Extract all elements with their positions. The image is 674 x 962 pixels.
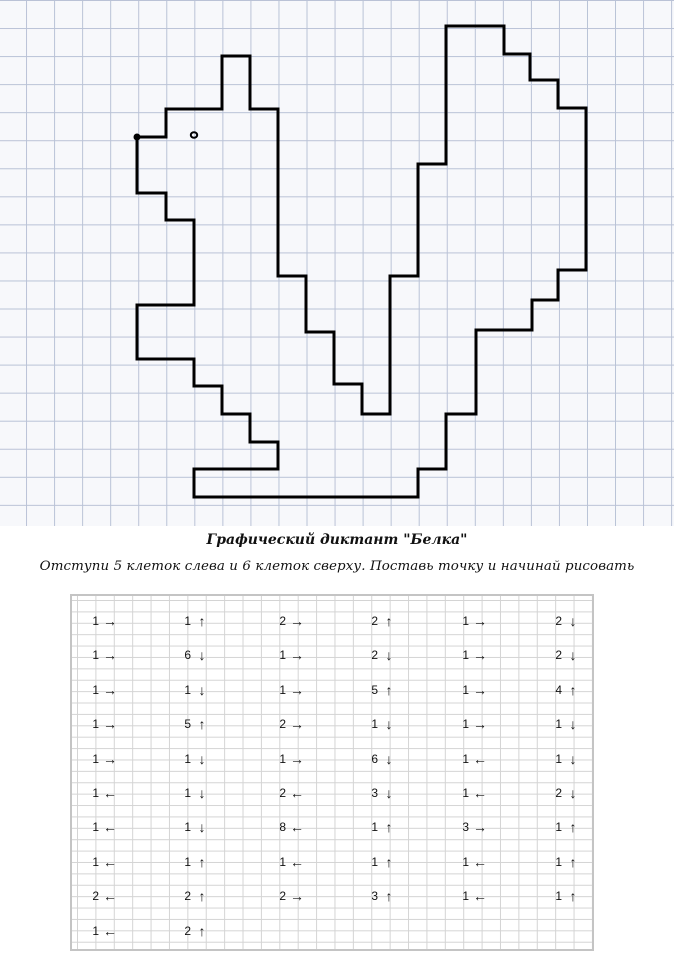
dictation-step — [455, 784, 489, 802]
dictation-step — [85, 750, 119, 768]
dictation-step — [85, 612, 119, 630]
dictation-step — [177, 612, 211, 630]
step-count: 1 — [371, 717, 378, 732]
arrow-down-icon: ↓ — [198, 785, 206, 801]
arrow-left-icon: ← — [473, 853, 487, 870]
dictation-step — [364, 818, 398, 836]
dictation-step — [548, 715, 582, 733]
dictation-step — [272, 853, 306, 871]
step-count: 1 — [92, 820, 99, 835]
dictation-step — [177, 784, 211, 802]
dictation-step — [364, 887, 398, 905]
arrow-left-icon: ← — [290, 819, 304, 836]
arrow-up-icon: ↑ — [385, 888, 393, 905]
arrow-up-icon: ↑ — [385, 681, 393, 698]
step-count: 2 — [92, 889, 99, 904]
step-count: 1 — [184, 682, 191, 697]
start-point — [134, 134, 141, 141]
step-count: 3 — [371, 889, 378, 904]
step-count: 1 — [92, 614, 99, 628]
step-count: 1 — [371, 854, 378, 869]
arrow-up-icon: ↑ — [198, 716, 206, 733]
dictation-step — [85, 818, 119, 836]
step-count: 5 — [184, 717, 191, 732]
arrow-right-icon: → — [103, 750, 117, 767]
dictation-step — [177, 853, 211, 871]
dictation-step — [177, 887, 211, 905]
arrow-right-icon: → — [103, 716, 117, 733]
step-count: 2 — [184, 923, 191, 938]
dictation-step — [85, 922, 119, 940]
arrow-right-icon: → — [290, 647, 304, 664]
dictation-step — [455, 818, 489, 836]
step-count: 8 — [279, 820, 286, 835]
arrow-right-icon: → — [103, 681, 117, 698]
arrow-right-icon: → — [290, 750, 304, 767]
step-count: 1 — [462, 786, 469, 800]
arrow-left-icon: ← — [103, 922, 117, 939]
arrow-down-icon: ↓ — [569, 613, 577, 629]
step-count: 1 — [371, 820, 378, 835]
dictation-step — [548, 818, 582, 836]
arrow-up-icon: ↑ — [198, 613, 206, 629]
arrow-up-icon: ↑ — [198, 888, 206, 905]
arrow-right-icon: → — [473, 681, 487, 698]
arrow-up-icon: ↑ — [569, 681, 577, 698]
step-count: 6 — [371, 751, 378, 766]
step-count: 1 — [555, 889, 562, 904]
step-count: 1 — [184, 786, 191, 800]
dictation-step — [177, 750, 211, 768]
arrow-up-icon: ↑ — [385, 819, 393, 836]
dictation-step — [85, 853, 119, 871]
arrow-up-icon: ↑ — [569, 888, 577, 905]
dictation-step — [85, 784, 119, 802]
dictation-step — [364, 646, 398, 664]
step-count: 5 — [371, 682, 378, 697]
step-count: 1 — [92, 751, 99, 766]
arrow-down-icon: ↓ — [198, 750, 206, 767]
dictation-step — [548, 612, 582, 630]
step-count: 1 — [92, 648, 99, 663]
arrow-right-icon: → — [473, 819, 487, 836]
step-count: 2 — [371, 614, 378, 628]
arrow-left-icon: ← — [103, 785, 117, 801]
step-count: 2 — [555, 648, 562, 663]
step-count: 1 — [184, 820, 191, 835]
arrow-right-icon: → — [290, 613, 304, 629]
step-count: 4 — [555, 682, 562, 697]
arrow-right-icon: → — [473, 613, 487, 629]
step-count: 1 — [462, 717, 469, 732]
arrow-down-icon: ↓ — [198, 681, 206, 698]
arrow-down-icon: ↓ — [198, 819, 206, 836]
arrow-right-icon: → — [290, 681, 304, 698]
arrow-up-icon: ↑ — [198, 922, 206, 939]
dictation-step — [177, 715, 211, 733]
arrow-right-icon: → — [290, 888, 304, 905]
dictation-step — [272, 715, 306, 733]
step-count: 1 — [92, 854, 99, 869]
dictation-step — [455, 853, 489, 871]
dictation-step — [364, 853, 398, 871]
arrow-left-icon: ← — [103, 853, 117, 870]
dictation-step — [177, 681, 211, 699]
dictation-step — [455, 681, 489, 699]
step-count: 1 — [462, 614, 469, 628]
arrow-left-icon: ← — [103, 888, 117, 905]
step-count: 1 — [555, 751, 562, 766]
step-count: 2 — [279, 889, 286, 904]
arrow-down-icon: ↓ — [198, 647, 206, 664]
arrow-up-icon: ↑ — [385, 613, 393, 629]
arrow-down-icon: ↓ — [385, 785, 393, 801]
dictation-step — [177, 818, 211, 836]
page-title: Графический диктант "Белка" — [206, 532, 468, 548]
dictation-step — [272, 612, 306, 630]
dictation-step — [548, 887, 582, 905]
arrow-down-icon: ↓ — [569, 785, 577, 801]
step-count: 1 — [279, 751, 286, 766]
arrow-down-icon: ↓ — [569, 716, 577, 733]
dictation-step — [455, 612, 489, 630]
dictation-step — [272, 784, 306, 802]
step-count: 1 — [92, 682, 99, 697]
step-count: 1 — [92, 717, 99, 732]
arrow-left-icon: ← — [290, 785, 304, 801]
arrow-left-icon: ← — [473, 785, 487, 801]
dictation-table — [70, 594, 594, 951]
arrow-down-icon: ↓ — [385, 716, 393, 733]
arrow-down-icon: ↓ — [569, 647, 577, 664]
dictation-step — [548, 853, 582, 871]
arrow-right-icon: → — [103, 647, 117, 664]
arrow-right-icon: → — [473, 647, 487, 664]
step-count: 3 — [371, 786, 378, 800]
step-count: 2 — [279, 614, 286, 628]
dictation-step — [177, 922, 211, 940]
step-count: 1 — [184, 614, 191, 628]
step-count: 1 — [555, 820, 562, 835]
arrow-right-icon: → — [103, 613, 117, 629]
dictation-step — [455, 646, 489, 664]
step-count: 3 — [462, 820, 469, 835]
dictation-step — [455, 750, 489, 768]
step-count: 1 — [92, 923, 99, 938]
step-count: 1 — [279, 854, 286, 869]
step-count: 1 — [279, 648, 286, 663]
step-count: 1 — [92, 786, 99, 800]
dictation-step — [85, 887, 119, 905]
squirrel-outline — [137, 26, 586, 497]
dictation-step — [548, 681, 582, 699]
arrow-up-icon: ↑ — [198, 853, 206, 870]
arrow-left-icon: ← — [473, 888, 487, 905]
dictation-step — [272, 646, 306, 664]
dictation-step — [455, 715, 489, 733]
dictation-step — [364, 612, 398, 630]
dictation-step — [272, 818, 306, 836]
step-count: 2 — [555, 786, 562, 800]
dictation-step — [364, 681, 398, 699]
step-count: 1 — [462, 889, 469, 904]
step-count: 1 — [555, 717, 562, 732]
step-count: 1 — [184, 854, 191, 869]
step-count: 1 — [462, 854, 469, 869]
step-count: 2 — [279, 786, 286, 800]
step-count: 2 — [279, 717, 286, 732]
dictation-step — [548, 750, 582, 768]
step-count: 2 — [184, 889, 191, 904]
dictation-step — [272, 887, 306, 905]
dictation-step — [85, 646, 119, 664]
squirrel-eye — [191, 132, 197, 138]
step-count: 1 — [462, 682, 469, 697]
instructions-text: Отступи 5 клеток слева и 6 клеток сверху. Поставь точку и начинай рисовать — [39, 559, 635, 574]
dictation-step — [272, 681, 306, 699]
arrow-left-icon: ← — [473, 750, 487, 767]
dictation-step — [272, 750, 306, 768]
arrow-right-icon: → — [290, 716, 304, 733]
arrow-up-icon: ↑ — [385, 853, 393, 870]
arrow-down-icon: ↓ — [569, 750, 577, 767]
step-count: 1 — [555, 854, 562, 869]
dictation-step — [548, 784, 582, 802]
dictation-step — [85, 715, 119, 733]
dictation-step — [364, 715, 398, 733]
step-count: 2 — [555, 614, 562, 628]
dictation-step — [364, 784, 398, 802]
step-count: 1 — [462, 648, 469, 663]
dictation-step — [177, 646, 211, 664]
dictation-step — [548, 646, 582, 664]
arrow-up-icon: ↑ — [569, 853, 577, 870]
step-count: 2 — [371, 648, 378, 663]
step-count: 6 — [184, 648, 191, 663]
step-count: 1 — [462, 751, 469, 766]
dictation-step — [455, 887, 489, 905]
arrow-left-icon: ← — [290, 853, 304, 870]
dictation-step — [85, 681, 119, 699]
arrow-right-icon: → — [473, 716, 487, 733]
arrow-down-icon: ↓ — [385, 750, 393, 767]
arrow-down-icon: ↓ — [385, 647, 393, 664]
step-count: 1 — [279, 682, 286, 697]
arrow-up-icon: ↑ — [569, 819, 577, 836]
step-count: 1 — [184, 751, 191, 766]
dictation-step — [364, 750, 398, 768]
arrow-left-icon: ← — [103, 819, 117, 836]
